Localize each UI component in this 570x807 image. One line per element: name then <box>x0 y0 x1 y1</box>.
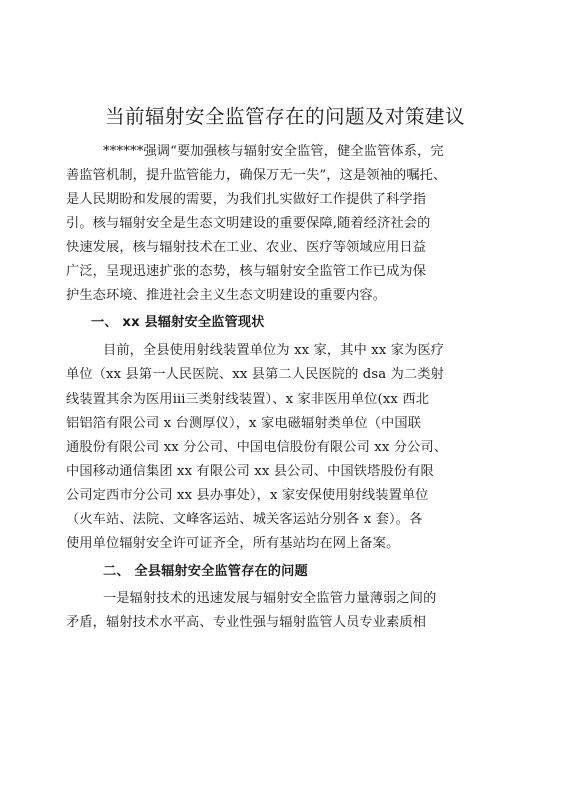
intro-line: 快速发展，核与辐射技术在工业、农业、医疗等领域应用日益 <box>66 240 427 255</box>
section1-line: 中国移动通信集团 xx 有限公司 xx 县公司、中国铁塔股份有限 <box>66 464 434 479</box>
section1-line: （火车站、法院、文峰客运站、城关客运站分别各 x 套）。各 <box>66 512 423 527</box>
section-heading-1: 一、 xx 县辐射安全监管现状 <box>91 315 265 330</box>
intro-line: 广泛，呈现迅速扩张的态势，核与辐射安全监管工作已成为保 <box>66 264 427 279</box>
page-title: 当前辐射安全监管存在的问题及对策建议 <box>104 105 465 128</box>
intro-line: 善监管机制，提升监管能力，确保万无一失”，这是领袖的嘱托、 <box>66 168 447 183</box>
section2-line: 矛盾，辐射技术水平高、专业性强与辐射监管人员专业素质相 <box>66 615 427 630</box>
intro-line: 护生态环境、推进社会主义生态文明建设的重要内容。 <box>66 288 387 303</box>
section1-line: 目前，全县使用射线装置单位为 xx 家，其中 xx 家为医疗 <box>103 343 445 358</box>
section-heading-2: 二、 全县辐射安全监管存在的问题 <box>103 564 308 579</box>
section1-line: 线装置其余为医用ⅲ三类射线装置）、x 家非医用单位(xx 西北 <box>66 392 430 407</box>
section1-line: 使用单位辐射安全许可证齐全，所有基站均在网上备案。 <box>66 536 400 551</box>
intro-line: 引。核与辐射安全是生态文明建设的重要保障,随着经济社会的 <box>66 216 431 231</box>
section1-line: 通股份有限公司 xx 分公司、中国电信股份有限公司 xx 分公司、 <box>66 440 448 455</box>
section1-line: 铝铝箔有限公司 x 台测厚仪），x 家电磁辐射类单位（中国联 <box>66 416 422 431</box>
section1-line: 公司定西市分公司 xx 县办事处），x 家安保使用射线装置单位 <box>66 488 429 503</box>
intro-line: ******强调“要加强核与辐射安全监管，健全监管体系，完 <box>103 144 444 159</box>
section1-line: 单位（xx 县第一人民医院、xx 县第二人民医院的 dsa 为二类射 <box>66 367 444 382</box>
section2-line: 一是辐射技术的迅速发展与辐射安全监管力量薄弱之间的 <box>103 591 437 606</box>
intro-line: 是人民期盼和发展的需要，为我们扎实做好工作提供了科学指 <box>66 192 427 207</box>
